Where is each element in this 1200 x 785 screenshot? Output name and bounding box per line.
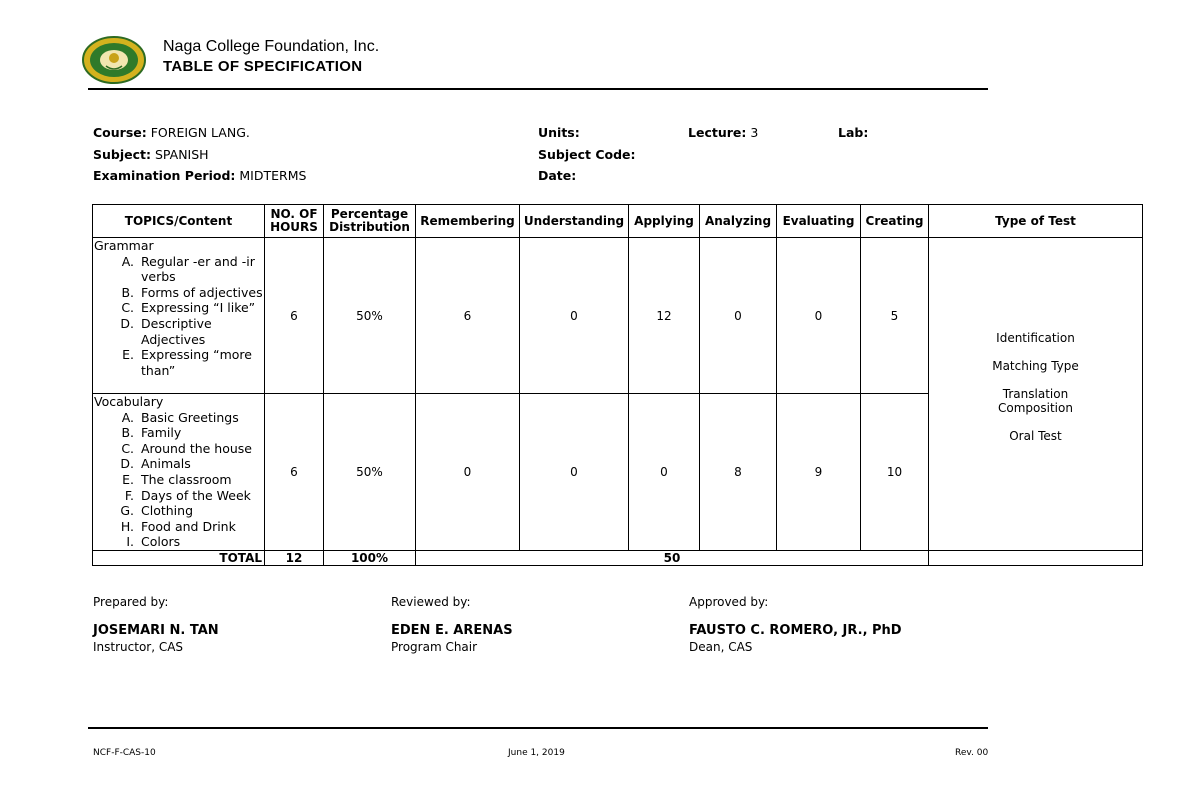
- subject-field: [93, 147, 209, 162]
- remembering-cell: 0: [416, 394, 520, 551]
- topic-items: [93, 254, 264, 379]
- subject-label: Subject:: [93, 147, 151, 162]
- list-item: D. Descriptive Adjectives: [138, 316, 264, 347]
- list-item: C. Around the house: [138, 441, 264, 457]
- header-type-of-test: Type of Test: [929, 205, 1143, 238]
- header-applying: Applying: [629, 205, 700, 238]
- list-item: B. Family: [138, 425, 264, 441]
- footer-date: June 1, 2019: [508, 748, 565, 758]
- course-field: [93, 125, 250, 140]
- subject-code-field: [538, 147, 636, 162]
- exam-period-label: Examination Period:: [93, 168, 236, 183]
- list-item: E. The classroom: [138, 472, 264, 488]
- evaluating-cell: 9: [777, 394, 861, 551]
- applying-cell: 0: [629, 394, 700, 551]
- prepared-by-label: Prepared by:: [93, 595, 169, 609]
- header-topics: TOPICS/Content: [93, 205, 265, 238]
- units-field: [538, 125, 580, 140]
- table-header-row: [93, 205, 1143, 238]
- subject-code-label: Subject Code:: [538, 147, 636, 162]
- topic-cell: [93, 238, 265, 394]
- reviewed-by-label: Reviewed by:: [391, 595, 471, 609]
- list-item: C. Expressing “I like”: [138, 300, 264, 316]
- test-type-oral: Oral Test: [1009, 429, 1062, 443]
- prepared-by-name: JOSEMARI N. TAN: [93, 623, 219, 638]
- header-remembering: Remembering: [416, 205, 520, 238]
- header-divider: [88, 88, 988, 90]
- lab-field: [838, 125, 868, 140]
- list-item: A. Basic Greetings: [138, 410, 264, 426]
- form-code: NCF-F-CAS-10: [93, 748, 156, 758]
- topic-items: [93, 410, 264, 550]
- type-of-test-cell: [929, 238, 1143, 551]
- organization-name: Naga College Foundation, Inc.: [163, 38, 380, 55]
- lecture-value: 3: [750, 125, 759, 140]
- list-item: I. Colors: [138, 534, 264, 550]
- school-seal-logo: [82, 36, 146, 84]
- hours-cell: 6: [265, 238, 324, 394]
- percentage-cell: 50%: [324, 394, 416, 551]
- applying-cell: 12: [629, 238, 700, 394]
- specification-table: [92, 204, 1143, 566]
- list-item: F. Days of the Week: [138, 488, 264, 504]
- topic-title: Grammar: [94, 238, 154, 253]
- lab-label: Lab:: [838, 125, 869, 140]
- prepared-by-role: Instructor, CAS: [93, 640, 184, 654]
- topic-title: Vocabulary: [94, 394, 164, 409]
- course-label: Course:: [93, 125, 147, 140]
- test-type-identification: Identification: [996, 331, 1075, 345]
- table-total-row: [93, 551, 1143, 566]
- header-creating: Creating: [861, 205, 929, 238]
- date-field: [538, 168, 576, 183]
- understanding-cell: 0: [520, 238, 629, 394]
- list-item: H. Food and Drink: [138, 519, 264, 535]
- evaluating-cell: 0: [777, 238, 861, 394]
- exam-period-field: [93, 168, 306, 183]
- approved-by-name: FAUSTO C. ROMERO, JR., PhD: [689, 623, 902, 638]
- exam-period-value: MIDTERMS: [239, 168, 307, 183]
- subject-value: SPANISH: [154, 147, 209, 162]
- header-evaluating: Evaluating: [777, 205, 861, 238]
- list-item: D. Animals: [138, 456, 264, 472]
- header-percentage: Percentage Distribution: [324, 205, 416, 238]
- document-title: TABLE OF SPECIFICATION: [163, 58, 363, 75]
- date-label: Date:: [538, 168, 577, 183]
- approved-by-role: Dean, CAS: [689, 640, 753, 654]
- hours-cell: 6: [265, 394, 324, 551]
- reviewed-by-role: Program Chair: [391, 640, 478, 654]
- total-type-blank: [929, 551, 1143, 566]
- remembering-cell: 6: [416, 238, 520, 394]
- total-percentage: 100%: [324, 551, 416, 566]
- understanding-cell: 0: [520, 394, 629, 551]
- footer-divider: [88, 727, 988, 729]
- analyzing-cell: 8: [700, 394, 777, 551]
- total-items: 50: [416, 551, 929, 566]
- creating-cell: 5: [861, 238, 929, 394]
- percentage-cell: 50%: [324, 238, 416, 394]
- list-item: G. Clothing: [138, 503, 264, 519]
- creating-cell: 10: [861, 394, 929, 551]
- topic-cell: [93, 394, 265, 551]
- list-item: E. Expressing “more than”: [138, 347, 264, 378]
- list-item: A. Regular -er and -ir verbs: [138, 254, 264, 285]
- analyzing-cell: 0: [700, 238, 777, 394]
- header-hours: NO. OF HOURS: [265, 205, 324, 238]
- test-type-translation: Translation Composition: [998, 387, 1073, 415]
- revision-number: Rev. 00: [955, 748, 989, 758]
- total-label: TOTAL: [93, 551, 265, 566]
- total-hours: 12: [265, 551, 324, 566]
- list-item: B. Forms of adjectives: [138, 285, 264, 301]
- units-label: Units:: [538, 125, 580, 140]
- test-type-matching: Matching Type: [992, 359, 1079, 373]
- reviewed-by-name: EDEN E. ARENAS: [391, 623, 513, 638]
- table-row-grammar: [93, 238, 1143, 394]
- header-understanding: Understanding: [520, 205, 629, 238]
- lecture-field: [688, 125, 758, 140]
- lecture-label: Lecture:: [688, 125, 747, 140]
- course-value: FOREIGN LANG.: [150, 125, 250, 140]
- approved-by-label: Approved by:: [689, 595, 769, 609]
- header-analyzing: Analyzing: [700, 205, 777, 238]
